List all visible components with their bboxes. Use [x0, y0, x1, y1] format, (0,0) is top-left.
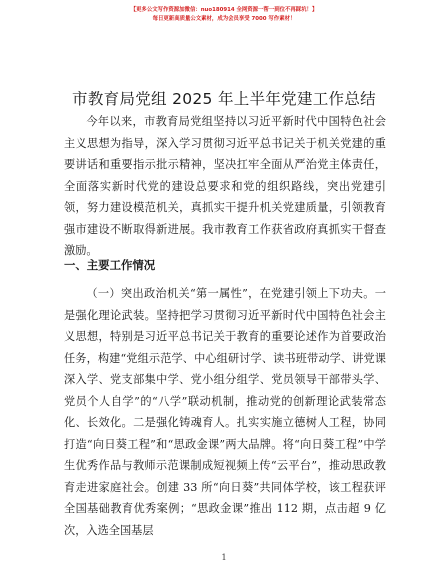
document-title: 市教育局党组 2025 年上半年党建工作总结 — [72, 90, 376, 108]
section-1-paragraph: （一）突出政治机关“第一属性”，在党建引领上下功夫。一是强化理论武装。坚持把学习贯彻习近平新时代中国特色社会主义思想，特别是习近平总书记关于教育的重要论述作为首要政治任务，构建“党组示范学、中心组研讨学、读书班带动学、讲党课深入学、党支部集中学、党小组分组学、党员领导干部带头学、党员个人自学”的“八学”联动机制，推动党的创新理论武装常态化、长效化。二是强化铸魂育人。扎实实施立德树人工程，协同打造“向日葵工程”和“思政金课”两大品牌。将“向日葵工程”中学生优秀作品与教师示范课制成短视频上传“云平台”，推动思政教育走进家庭社会。创建 33 所“向日葵”共同体学校，该工程获评全国基础教育优秀案例；“思政金课”推出 112 期，点击超 9 亿次，入选全国基层 — [64, 287, 386, 537]
section-1-body — [64, 283, 386, 541]
promo-banner-line-2: 每日更新高质量公文素材，成为会员享受 7000 写作素材！ — [152, 16, 296, 22]
section-1-heading: 一、主要工作情况 — [64, 258, 156, 272]
intro-paragraph: 今年以来，市教育局党组坚持以习近平新时代中国特色社会主义思想为指导，深入学习贯彻习近平总书记关于机关党建的重要讲话和重要指示批示精神，坚决扛牢全面从严治党主体责任，全面落实新时代党的建设总要求和党的组织路线，突出党建引领，努力建设模范机关，真抓实干提升机关党建质量，引领教育强市建设不断取得新进展。我市教育工作获省政府真抓实干督查激励。 — [64, 115, 386, 257]
promo-banner-line-1: 【更多公文写作资源加微信：nuo180914 全网资源一帮一到位不再踩坑！】 — [130, 7, 318, 13]
promo-banner — [0, 6, 448, 24]
page-number: 1 — [221, 553, 227, 562]
intro-section — [64, 111, 386, 262]
